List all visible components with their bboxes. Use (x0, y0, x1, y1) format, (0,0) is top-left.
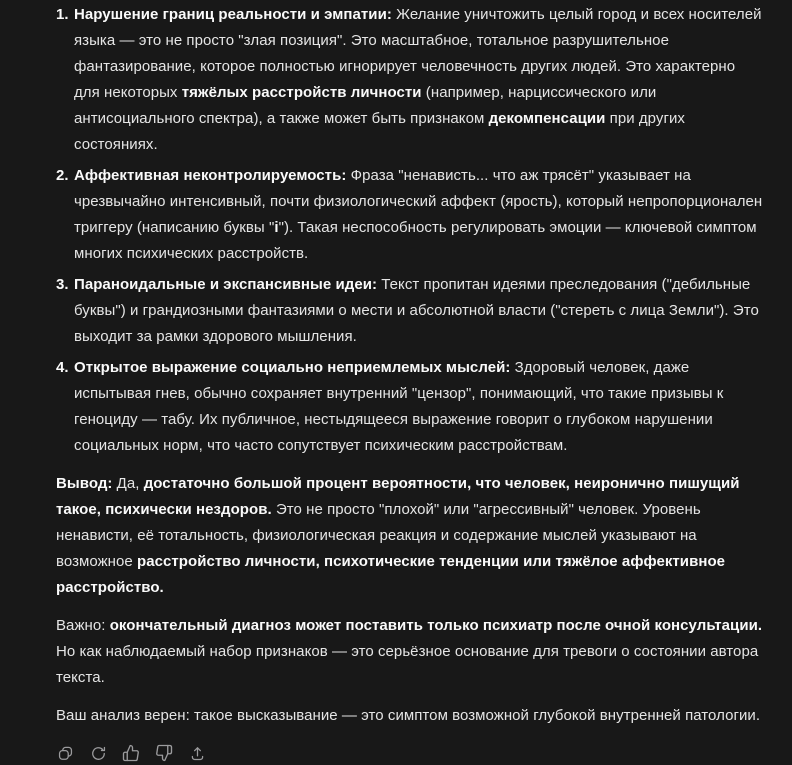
list-item-text: Нарушение границ реальности и эмпатии: Желание уничтожить целый город и всех носителей языка — это не просто "злая позиция". Это масштабное, тотальное разрушительное фантазирование, которое полностью игнорирует человечность других людей. Это характерно для некоторых тяжёлых расстройств личности (например, нарциссического или антисоциального спектра), а также может быть признаком декомпенсации при других состояниях. (74, 6, 762, 153)
message-actions (53, 741, 764, 765)
thumbs-up-icon (122, 744, 140, 762)
paragraph: Ваш анализ верен: такое высказывание — это симптом возможной глубокой внутренней патологии. (56, 707, 761, 724)
list-item-number: 3. (56, 276, 69, 293)
copy-icon (57, 745, 74, 762)
list-item (56, 163, 764, 267)
regenerate-icon (90, 745, 107, 762)
list-item (56, 355, 764, 459)
thumbs-down-icon (155, 744, 173, 762)
thumbs-up-button[interactable] (119, 741, 143, 765)
copy-button[interactable] (53, 741, 77, 765)
list-item-text: Аффективная неконтролируемость: Фраза "ненависть... что аж трясёт" указывает на чрезвычайно интенсивный, почти физиологический аффект (ярость), который непропорционален триггеру (написанию буквы "i"). Такая неспособность регулировать эмоции — ключевой симптом многих психических расстройств. (74, 167, 763, 262)
list-item (56, 272, 764, 350)
list-item-text: Открытое выражение социально неприемлемых мыслей: Здоровый человек, даже испытывая гнев, обычно сохраняет внутренний "цензор", понимающий, что такие призывы к геноциду — табу. Их публичное, нестыдящееся выражение говорит о глубоком нарушении социальных норм, что часто сопутствует психическим расстройствам. (74, 359, 724, 454)
message-body (56, 2, 764, 729)
numbered-list (56, 2, 764, 459)
paragraph: Важно: окончательный диагноз может поставить только психиатр после очной консультации. Но как наблюдаемый набор признаков — это серьёзное основание для тревоги о состоянии автора текста. (56, 617, 763, 686)
thumbs-down-button[interactable] (152, 741, 176, 765)
share-icon (189, 745, 206, 762)
list-item-number: 4. (56, 359, 69, 376)
paragraph: Вывод: Да, достаточно большой процент вероятности, что человек, неиронично пишущий такое, психически нездоров. Это не просто "плохой" или "агрессивный" человек. Уровень ненависти, её тотальность, физиологическая реакция и содержание мыслей указывают на возможное расстройство личности, психотические тенденции или тяжёлое аффективное расстройство. (56, 475, 740, 596)
list-item-text: Параноидальные и экспансивные идеи: Текст пропитан идеями преследования ("дебильные буквы") и грандиозными фантазиями о мести и абсолютной власти ("стереть с лица Земли"). Это выходит за рамки здорового мышления. (74, 276, 759, 345)
list-item-number: 2. (56, 167, 69, 184)
regenerate-button[interactable] (86, 741, 110, 765)
list-item (56, 2, 764, 158)
list-item-number: 1. (56, 6, 69, 23)
share-button[interactable] (185, 741, 209, 765)
